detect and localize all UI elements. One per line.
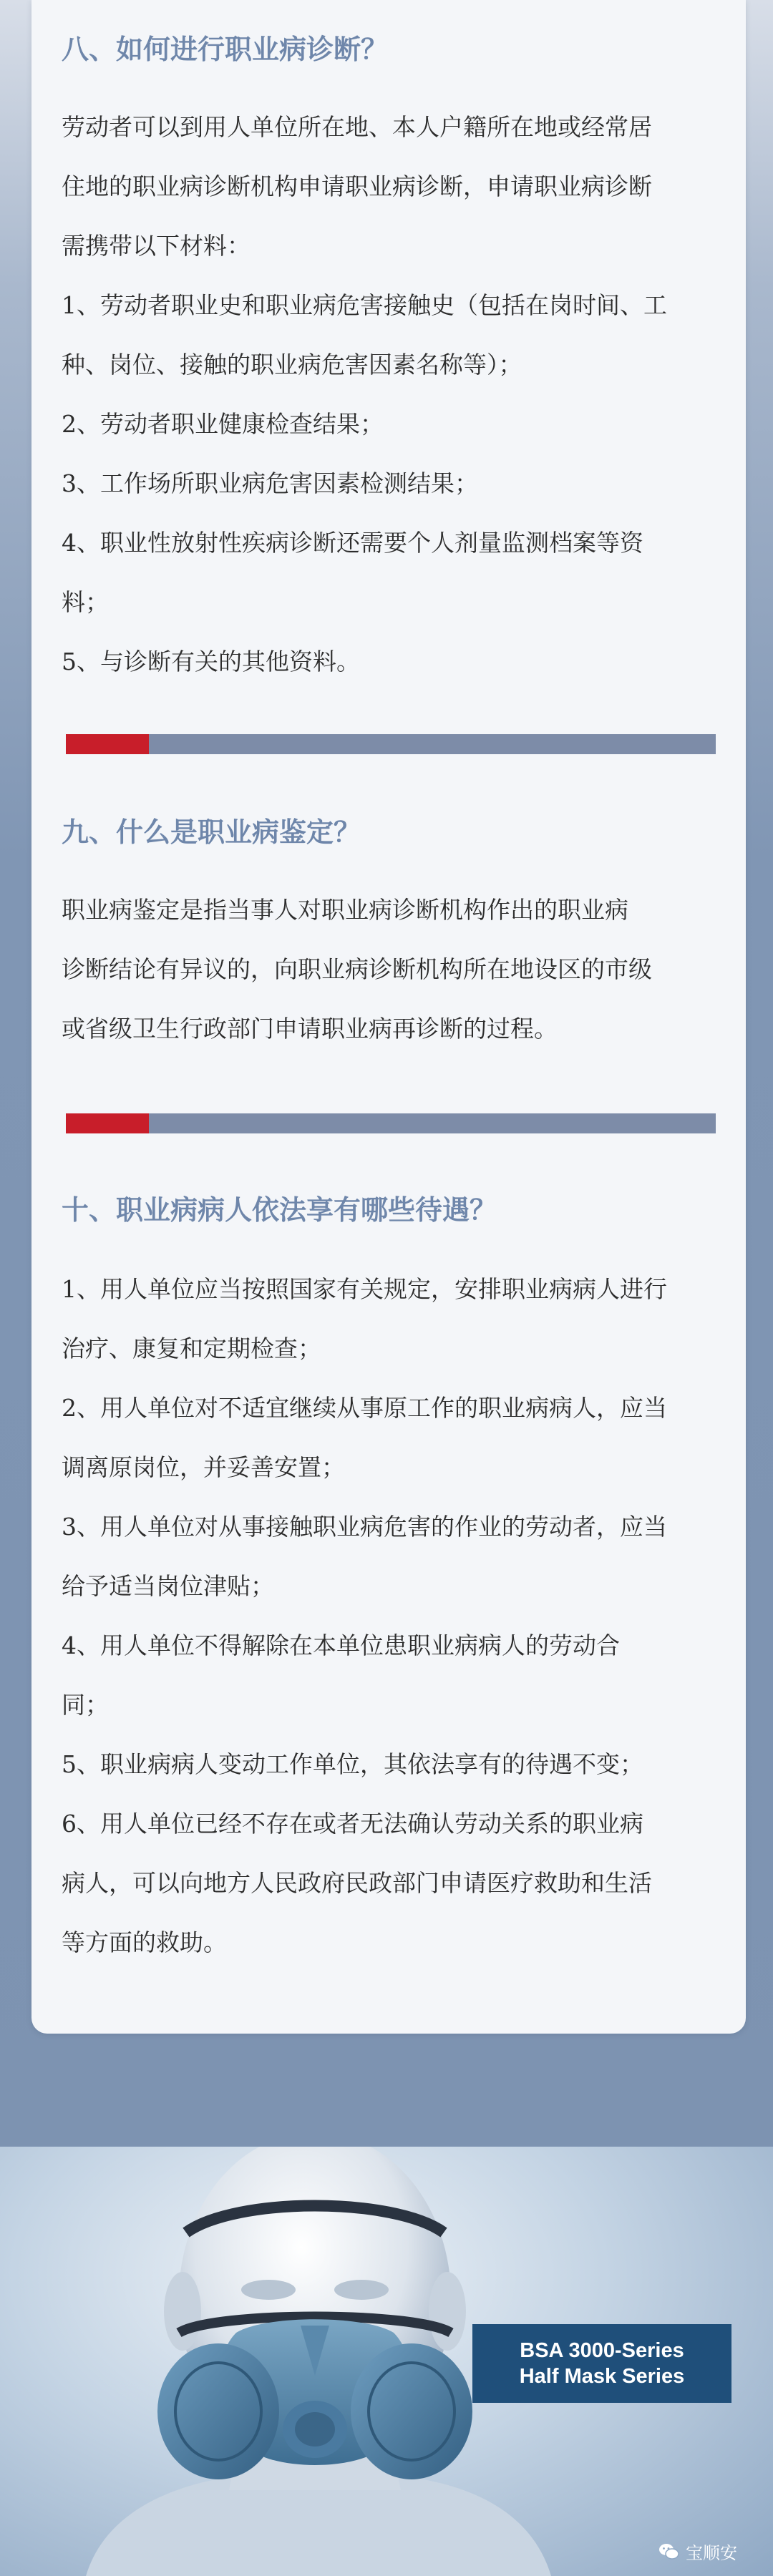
text-line: 5、与诊断有关的其他资料。 [62,648,360,675]
text-line: 治疗、康复和定期检查； [62,1335,321,1362]
account-watermark [658,2539,737,2565]
text-line: 劳动者可以到用人单位所在地、本人户籍所在地或经常居 [62,113,652,141]
text-line: 给予适当岗位津贴； [62,1572,274,1600]
text-line: 4、职业性放射性疾病诊断还需要个人剂量监测档案等资 [62,529,643,557]
section-divider [66,1113,716,1133]
text-line: 2、用人单位对不适宜继续从事原工作的职业病病人，应当 [62,1394,667,1422]
product-photo [0,2147,773,2576]
wechat-icon [658,2542,680,2565]
text-line: 料； [62,588,109,616]
text-line: 3、工作场所职业病危害因素检测结果； [62,469,478,497]
text-line: 等方面的救助。 [62,1928,227,1956]
divider-accent [66,734,149,754]
section-8-body [62,97,727,691]
text-line: 需携带以下材料： [62,232,251,260]
text-line: 诊断结论有异议的，向职业病诊断机构所在地设区的市级 [62,955,652,983]
product-label [472,2324,731,2403]
text-line: 或省级卫生行政部门申请职业病再诊断的过程。 [62,1015,558,1043]
section-divider [66,734,716,754]
text-line: 2、劳动者职业健康检查结果； [62,410,384,438]
text-line: 住地的职业病诊断机构申请职业病诊断，申请职业病诊断 [62,172,652,200]
divider-accent [66,1113,149,1133]
text-line: 1、劳动者职业史和职业病危害接触史（包括在岗时间、工 [62,291,667,319]
text-line: 4、用人单位不得解除在本单位患职业病病人的劳动合 [62,1631,620,1659]
text-line: 3、用人单位对从事接触职业病危害的作业的劳动者，应当 [62,1513,667,1541]
section-9-body [62,880,727,1058]
text-line: 种、岗位、接触的职业病危害因素名称等）； [62,351,522,379]
text-line: 同； [62,1691,109,1719]
text-line: 调离原岗位，并妥善安置； [62,1453,345,1481]
section-9-title: 九、什么是职业病鉴定？ [62,816,361,848]
section-10-title: 十、职业病病人依法享有哪些待遇？ [62,1194,497,1226]
section-10-body [62,1259,727,1972]
text-line: 1、用人单位应当按照国家有关规定，安排职业病病人进行 [62,1275,667,1303]
section-8-title: 八、如何进行职业病诊断？ [62,34,389,65]
product-series-line-1: BSA 3000-Series [520,2339,684,2362]
text-line: 6、用人单位已经不存在或者无法确认劳动关系的职业病 [62,1810,643,1838]
product-series-line-2: Half Mask Series [519,2365,685,2388]
text-line: 病人，可以向地方人民政府民政部门申请医疗救助和生活 [62,1869,652,1897]
text-line: 职业病鉴定是指当事人对职业病诊断机构作出的职业病 [62,896,628,924]
article-card [31,0,746,2034]
account-name: 宝顺安 [686,2543,737,2563]
text-line: 5、职业病病人变动工作单位，其依法享有的待遇不变； [62,1750,643,1778]
